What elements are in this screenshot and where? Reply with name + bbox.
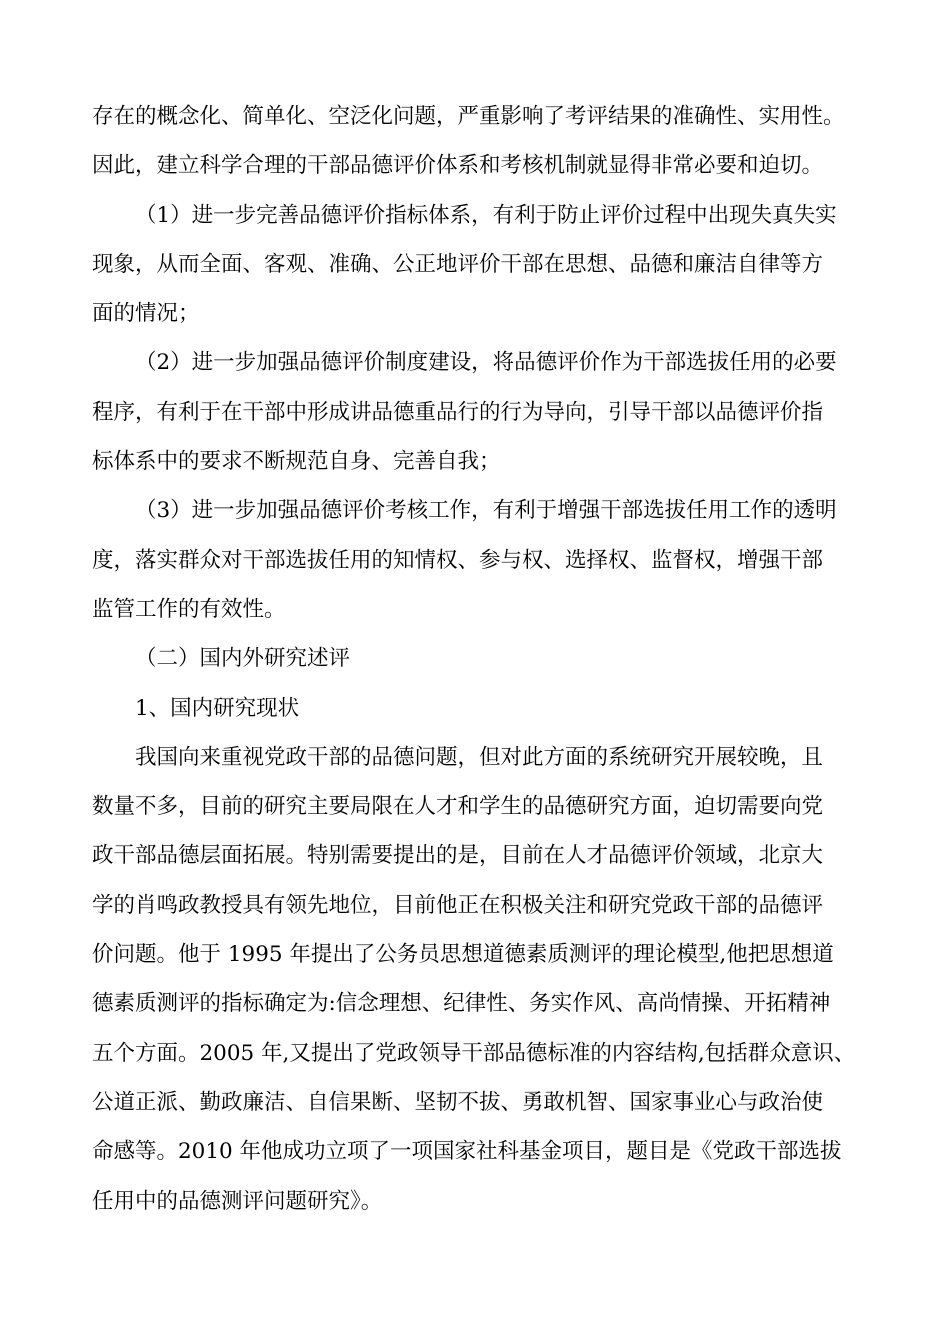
- subsection-heading: 1、国内研究现状: [135, 695, 300, 721]
- paragraph-item-1-start: （1）进一步完善品德评价指标体系，有利于防止评价过程中出现失真失实: [135, 202, 837, 228]
- text-line: 公道正派、勤政廉洁、自信果断、坚韧不拔、勇敢机智、国家事业心与政治使: [92, 1089, 824, 1115]
- text-line: 价问题。他于 1995 年提出了公务员思想道德素质测评的理论模型,他把思想道: [92, 942, 834, 968]
- paragraph-item-2-start: （2）进一步加强品德评价制度建设，将品德评价作为干部选拔任用的必要: [135, 350, 837, 376]
- text-line: 因此，建立科学合理的干部品德评价体系和考核机制就显得非常必要和迫切。: [92, 153, 824, 179]
- text-line: 学的肖鸣政教授具有领先地位，目前他正在积极关注和研究党政干部的品德评: [92, 892, 824, 918]
- text-line: 程序，有利于在干部中形成讲品德重品行的行为导向，引导干部以品德评价指: [92, 399, 824, 425]
- text-line: 监管工作的有效性。: [92, 596, 286, 622]
- text-line: 政干部品德层面拓展。特别需要提出的是，目前在人才品德评价领域，北京大: [92, 843, 824, 869]
- paragraph-start: 我国向来重视党政干部的品德问题，但对此方面的系统研究开展较晚，且: [135, 744, 824, 770]
- text-line: 数量不多，目前的研究主要局限在人才和学生的品德研究方面，迫切需要向党: [92, 794, 824, 820]
- text-line: 面的情况；: [92, 301, 200, 327]
- document-page: [92, 92, 862, 1226]
- text-line: 任用中的品德测评问题研究》。: [92, 1188, 383, 1214]
- text-line: 度，落实群众对干部选拔任用的知情权、参与权、选择权、监督权，增强干部: [92, 547, 824, 573]
- text-line: 现象，从而全面、客观、准确、公正地评价干部在思想、品德和廉洁自律等方: [92, 251, 824, 277]
- text-line: 标体系中的要求不断规范自身、完善自我；: [92, 449, 501, 475]
- text-line: 五个方面。2005 年,又提出了党政领导干部品德标准的内容结构,包括群众意识、: [92, 1040, 856, 1066]
- paragraph-item-3-start: （3）进一步加强品德评价考核工作，有利于增强干部选拔任用工作的透明: [135, 498, 837, 524]
- section-heading: （二）国内外研究述评: [135, 646, 351, 672]
- text-line: 存在的概念化、简单化、空泛化问题，严重影响了考评结果的准确性、实用性。: [92, 104, 845, 129]
- text-line: 德素质测评的指标确定为:信念理想、纪律性、务实作风、高尚情操、开拓精神: [92, 991, 831, 1017]
- text-line: 命感等。2010 年他成功立项了一项国家社科基金项目，题目是《党政干部选拔: [92, 1139, 842, 1165]
